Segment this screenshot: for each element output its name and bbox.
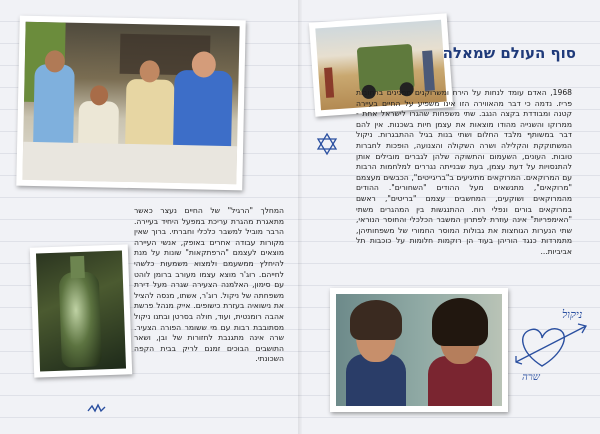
page-title: סוף העולם שמאלה: [442, 44, 576, 62]
heart-arrow-icon: [512, 318, 592, 372]
right-page: [300, 0, 600, 434]
name-nicole-doodle: ניקול: [562, 308, 583, 321]
star-of-david-icon: [316, 132, 338, 156]
right-paragraph: 1968, האדם עומד לנחות על הירח ומשרוקנים מפגינים ברחובות פריז. נדמה כי דבר מהאווירה הזו אינו משפיע על החיים בעיירה קטנה ומבודדת בקצה הנגב. שתי משפחות שהגרו לישראל אחת - ממרוקו והשנייה מהודו מוצאות את עצמן חיות בשכנות. אין להם דבר במשותף מלבד החלום ושתי בנות בגיל ההתבגרות. ניקול המשתוקקת והקלילה ושרה השקולה והצנועה, הופכות לחברות טובות. העונים, השעמום והתשוקה שלהן לגברים מובילים אותן להתנסויות על דעת עצמן, בעת שבנייתה נגררים למלחמות הרבות עם המרוקאים. המרוקאים מתיגיעים ב"בריגייטים", הכבשים מעצמם "מרוקאים", מתנשאים מעל ההודים "השחורים". ההודים מהמרוקאים ושוקעים, המחשבים עצמם "בריטים", ראשם במרוקאים בורים ונפלי רוח. ההתנגשות בין המהגרים משתי "האימפריות" אינה עוזרת לפתרון המשבר הכלכלי והחוסר הנוראי, שתי הנערות הגוחצות את גבולות המוסר החמורי של משפחותיהן, מתמרדות כנגד הוריהן בעוד הן רוקמות חלומות על כוכבות תל אביביות...: [356, 88, 572, 256]
left-paragraph: המחלך "הרגיל" של החיים נעצר כאשר מתאגרת מהגרת עריכת במפעל היחיד בעיירה. הרבר מוביל למשבר כלכלי וחברתי. ברוך שאין מקורות עבודה אחרים באופק, אנשי העיירה מוצאים לעצמם "הרפתקאות" שונות על מנת להיחלץ ממשעמם ולמצוא משמעות כלשהי לחייהם. רוג'ר מוצא עצמו מעורב ברומן לוהט עם סימון, האלמנה הצעירה שגרה מעל דירת משפחתה של ניקול. רוג'ר, אשתו, מנסה להציל את נישואיה בעזרת כישופים. אייק מנהל פרשת אהבה רומנטית, ועוד, חולה בסרטן ובתנו ניקול מסתובבת רבות עם מי ששומר הפורה הצעיר. שרה אינה מתגנבת לחזורות של ובן, ושאר התושבים הבוכים זמנם לריק בבית הקפה השכונתי.: [134, 206, 284, 364]
right-body-text: [356, 88, 572, 258]
bottle-photo: [30, 244, 132, 377]
name-sarah-doodle: שרה: [522, 372, 540, 383]
left-body-text: [134, 206, 284, 365]
two-girls-photo: [330, 288, 508, 412]
family-group-photo: [16, 16, 246, 191]
scribble-doodle: [86, 402, 108, 416]
